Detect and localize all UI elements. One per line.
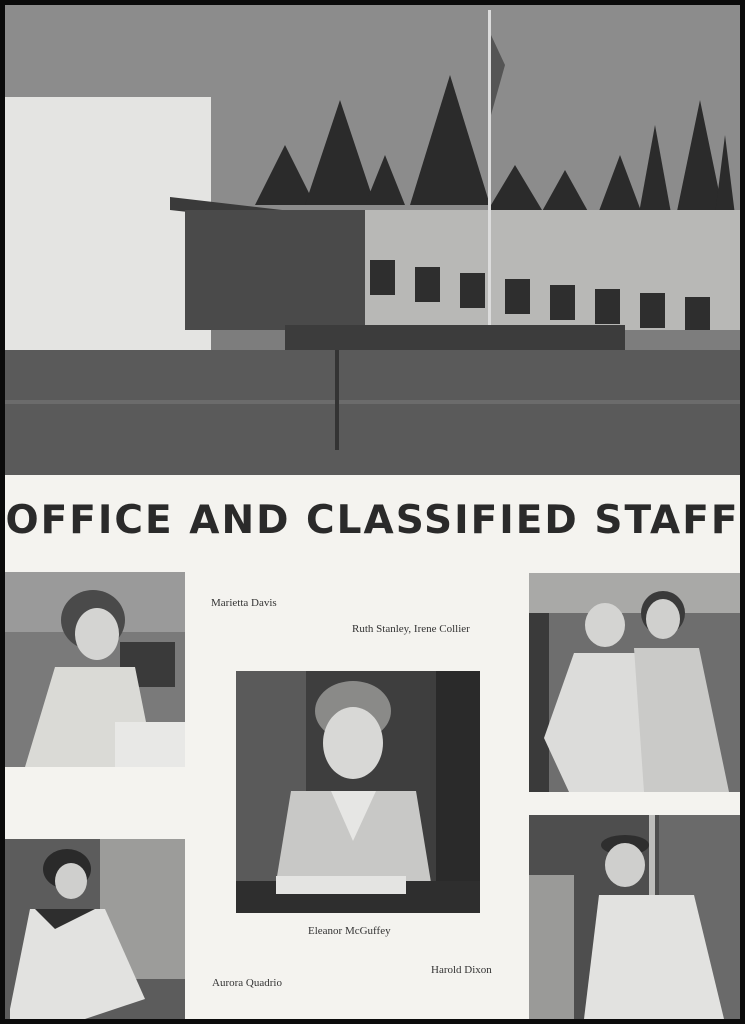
caption-ruth-stanley-irene-collier: Ruth Stanley, Irene Collier — [352, 623, 470, 635]
eleanor-mcguffey-photo — [236, 671, 480, 913]
page-headline: OFFICE AND CLASSIFIED STAFF — [5, 498, 740, 543]
caption-eleanor-mcguffey: Eleanor McGuffey — [308, 925, 391, 937]
caption-marietta-davis: Marietta Davis — [211, 597, 277, 609]
marietta-davis-photo — [5, 572, 185, 767]
ruth-stanley-irene-collier-photo — [529, 573, 740, 792]
caption-aurora-quadrio: Aurora Quadrio — [212, 977, 282, 989]
yearbook-page — [5, 5, 740, 1019]
caption-harold-dixon: Harold Dixon — [431, 964, 492, 976]
aurora-quadrio-photo — [5, 839, 185, 1019]
school-building-photo — [5, 5, 740, 475]
harold-dixon-photo — [529, 815, 740, 1019]
